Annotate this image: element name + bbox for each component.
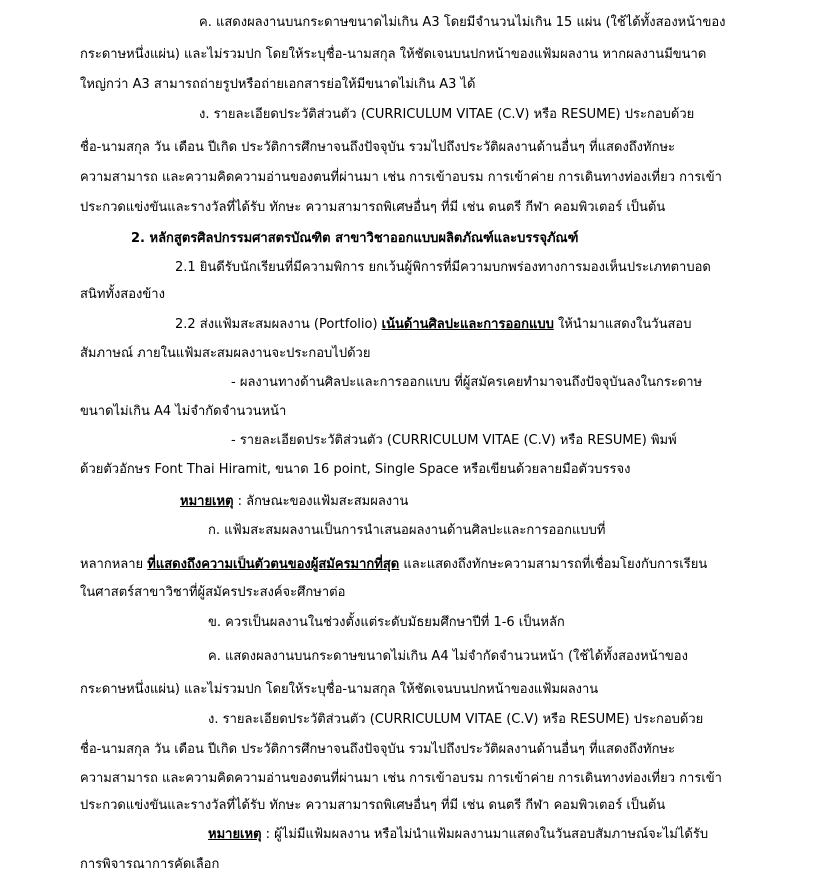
- note-a-line-1: ก. แฟ้มสะสมผลงานเป็นการนำเสนอผลงานด้านศิลปะและการออกแบบที่: [208, 523, 606, 538]
- note-b-line-1: ข. ควรเป็นผลงานในช่วงตั้งแต่ระดับมัธยมศึกษาปีที่ 1-6 เป็นหลัก: [208, 615, 565, 630]
- final-note-line-2: การพิจารณาการคัดเลือก: [80, 857, 220, 872]
- bullet-artwork-line-2: ขนาดไม่เกิน A4 ไม่จำกัดจำนวนหน้า: [80, 404, 287, 419]
- note-a-line-2: หลากหลาย ที่แสดงถึงความเป็นตัวตนของผู้สมัครมากที่สุด และแสดงถึงทักษะความสามารถที่เชื่อมโยงกับการเรียน: [80, 557, 708, 572]
- para-2-1-line-1: 2.1 ยินดีรับนักเรียนที่มีความพิการ ยกเว้นผู้พิการที่มีความบกพร่องทางการมองเห็นประเภทตาบอด: [175, 260, 711, 275]
- note-d-line-3: ความสามารถ และความคิดความอ่านของตนที่ผ่านมา เช่น การเข้าอบรม การเข้าค่าย การเดินทางท่องเที่ยว การเข้า: [80, 771, 722, 786]
- para-2-2-line-1: 2.2 ส่งแฟ้มสะสมผลงาน (Portfolio) เน้นด้านศิลปะและการออกแบบ ให้นำมาแสดงในวันสอบ: [175, 317, 692, 332]
- item-d-line-4: ประกวดแข่งขันและรางวัลที่ได้รับ ทักษะ ความสามารถพิเศษอื่นๆ ที่มี เช่น ดนตรี กีฬา คอมพิวเตอร์ เป็นต้น: [80, 200, 666, 215]
- note-heading: หมายเหตุ : ลักษณะของแฟ้มสะสมผลงาน: [180, 494, 409, 509]
- note-d-line-4: ประกวดแข่งขันและรางวัลที่ได้รับ ทักษะ ความสามารถพิเศษอื่นๆ ที่มี เช่น ดนตรี กีฬา คอมพิวเตอร์ เป็นต้น: [80, 798, 666, 813]
- para-2-2-line-2: สัมภาษณ์ ภายในแฟ้มสะสมผลงานจะประกอบไปด้วย: [80, 346, 371, 361]
- para-2-1-line-2: สนิททั้งสองข้าง: [80, 287, 165, 302]
- final-note-label: หมายเหตุ: [208, 827, 262, 842]
- note-c-line-2: กระดาษหนึ่งแผ่น) และไม่รวมปก โดยให้ระบุชื่อ-นามสกุล ให้ชัดเจนบนปกหน้าของแฟ้มผลงาน: [80, 682, 599, 697]
- bullet-artwork-line-1: - ผลงานทางด้านศิลปะและการออกแบบ ที่ผู้สมัครเคยทำมาจนถึงปัจจุบันลงในกระดาษ: [231, 375, 703, 390]
- final-note-line-1: หมายเหตุ : ผู้ไม่มีแฟ้มผลงาน หรือไม่นำแฟ้มผลงานมาแสดงในวันสอบสัมภาษณ์จะไม่ได้รับ: [208, 827, 709, 842]
- section-2-heading: 2. หลักสูตรศิลปกรรมศาสตรบัณฑิต สาขาวิชาออกแบบผลิตภัณฑ์และบรรจุภัณฑ์: [131, 231, 579, 246]
- note-label: หมายเหตุ: [180, 494, 234, 509]
- identity-emphasis: ที่แสดงถึงความเป็นตัวตนของผู้สมัครมากที่สุด: [147, 557, 400, 572]
- note-c-line-1: ค. แสดงผลงานบนกระดาษขนาดไม่เกิน A4 ไม่จำกัดจำนวนหน้า (ใช้ได้ทั้งสองหน้าของ: [208, 649, 688, 664]
- note-d-line-2: ชื่อ-นามสกุล วัน เดือน ปีเกิด ประวัติการศึกษาจนถึงปัจจุบัน รวมไปถึงประวัติผลงานด้านอื่นๆ ที่แสดงถึงทักษะ: [80, 742, 675, 757]
- item-d-line-2: ชื่อ-นามสกุล วัน เดือน ปีเกิด ประวัติการศึกษาจนถึงปัจจุบัน รวมไปถึงประวัติผลงานด้านอื่นๆ ที่แสดงถึงทักษะ: [80, 140, 675, 155]
- note-a-line-3: ในศาสตร์สาขาวิชาที่ผู้สมัครประสงค์จะศึกษาต่อ: [80, 585, 346, 600]
- item-c-line-2: กระดาษหนึ่งแผ่น) และไม่รวมปก โดยให้ระบุชื่อ-นามสกุล ให้ชัดเจนบนปกหน้าของแฟ้มผลงาน หากผลงานมีขนาด: [80, 47, 707, 62]
- item-d-line-1: ง. รายละเอียดประวัติส่วนตัว (CURRICULUM VITAE (C.V) หรือ RESUME) ประกอบด้วย: [199, 107, 695, 122]
- item-c-line-3: ใหญ่กว่า A3 สามารถถ่ายรูปหรือถ่ายเอกสารย่อให้มีขนาดไม่เกิน A3 ได้: [80, 77, 476, 92]
- bullet-cv-line-2: ด้วยตัวอักษร Font Thai Hiramit, ขนาด 16 point, Single Space หรือเขียนด้วยลายมือตัวบรรจง: [80, 462, 631, 477]
- note-d-line-1: ง. รายละเอียดประวัติส่วนตัว (CURRICULUM VITAE (C.V) หรือ RESUME) ประกอบด้วย: [208, 712, 704, 727]
- bullet-cv-line-1: - รายละเอียดประวัติส่วนตัว (CURRICULUM VITAE (C.V) หรือ RESUME) พิมพ์: [231, 433, 677, 448]
- portfolio-emphasis: เน้นด้านศิลปะและการออกแบบ: [381, 317, 554, 332]
- item-c-line-1: ค. แสดงผลงานบนกระดาษขนาดไม่เกิน A3 โดยมีจำนวนไม่เกิน 15 แผ่น (ใช้ได้ทั้งสองหน้าของ: [199, 15, 726, 30]
- item-d-line-3: ความสามารถ และความคิดความอ่านของตนที่ผ่านมา เช่น การเข้าอบรม การเข้าค่าย การเดินทางท่องเที่ยว การเข้า: [80, 170, 722, 185]
